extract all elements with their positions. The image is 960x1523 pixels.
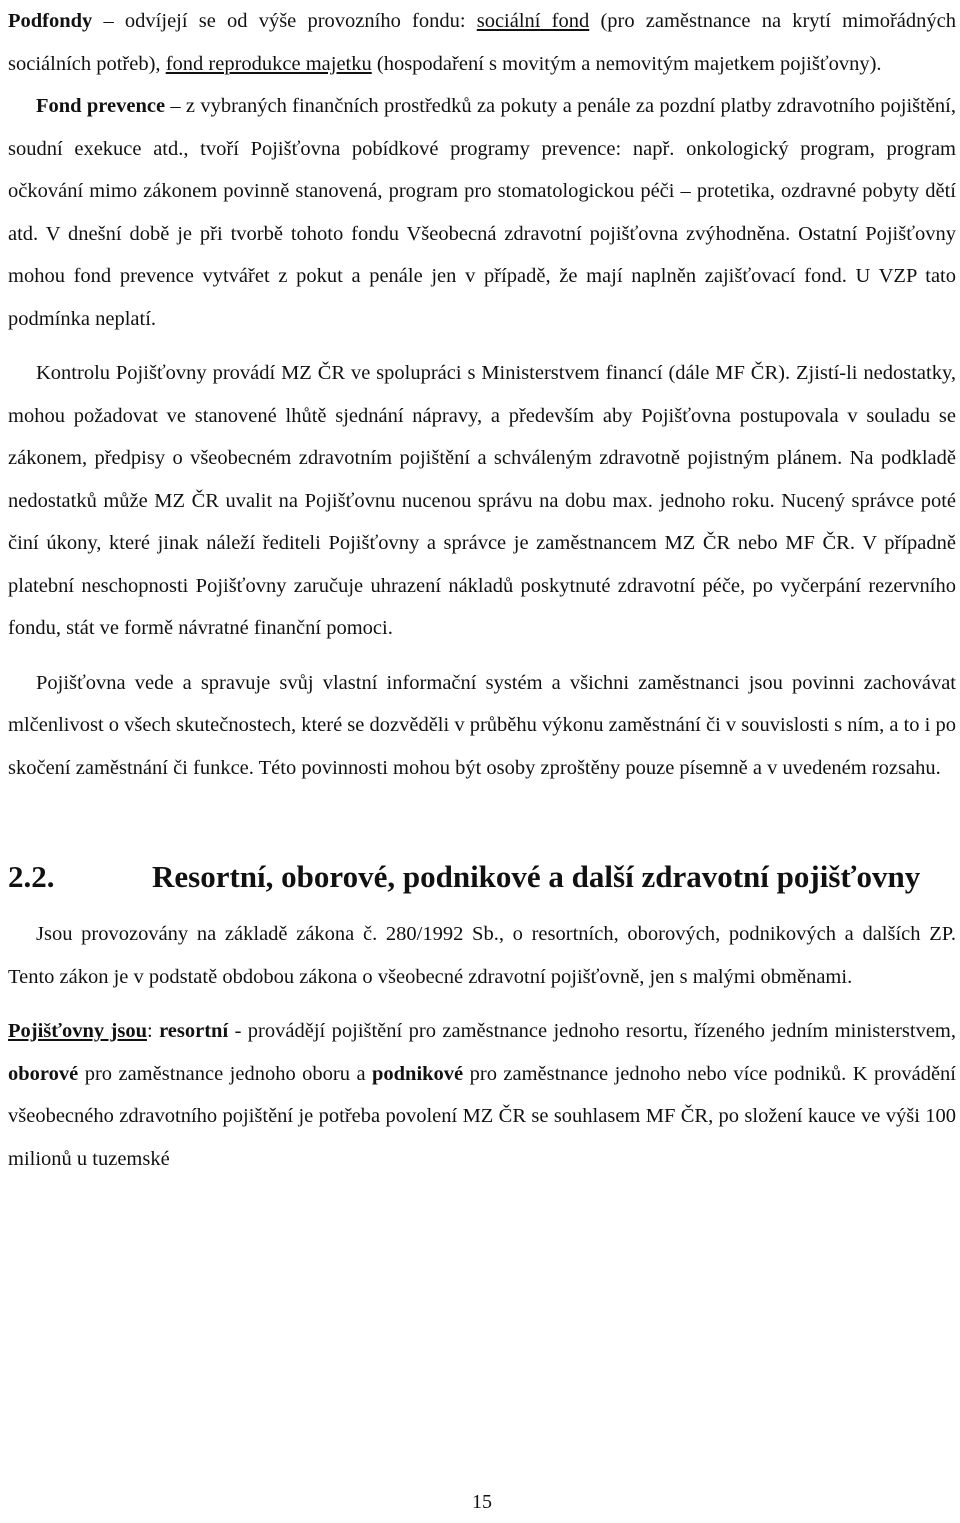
text-run: - provádějí pojištění pro zaměstnance jednoho resortu, řízeného jedním ministerstvem, bbox=[228, 1020, 956, 1042]
term-oborove: oborové bbox=[8, 1062, 79, 1085]
text-run: – odvíjejí se od výše provozního fondu: bbox=[92, 10, 477, 32]
text-run: – z vybraných finančních prostředků za pokuty a penále za pozdní platby zdravotního pojištění, soudní exekuce atd., tvoří Pojišťovna pobídkové programy prevence: např. onkologický program, program očkování mimo zákonem povinně stanovená, program pro stomatologickou péči – protetika, ozdravné pobyty dětí atd. V dnešní době je při tvorbě tohoto fondu Všeobecná zdravotní pojišťovna zvýhodněna. Ostatní Pojišťovny mohou fond prevence vytvářet z pokut a penále jen v případě, že mají naplněn zajišťovací fond. U VZP tato podmínka neplatí. bbox=[8, 95, 956, 330]
paragraph-kontrola: Kontrolu Pojišťovny provádí MZ ČR ve spolupráci s Ministerstvem financí (dále MF ČR). Zjistí-li nedostatky, mohou požadovat ve stanovené lhůtě sjednání nápravy, a především aby Pojišťovna postupovala v souladu se zákonem, předpisy o všeobecném zdravotním pojištění a schváleným zdravotně pojistným plánem. Na podkladě nedostatků může MZ ČR uvalit na Pojišťovnu nucenou správu na dobu max. jednoho roku. Nucený správce poté činí úkony, které jinak náleží řediteli Pojišťovny a správce je zaměstnancem MZ ČR nebo MF ČR. V případně platební neschopnosti Pojišťovny zaručuje uhrazení nákladů poskytnuté zdravotní péče, po vyčerpání rezervního fondu, stát ve formě návratné finanční pomoci. bbox=[8, 362, 956, 639]
text-run: : bbox=[146, 1020, 160, 1042]
text-run: (pro zaměstnance na krytí mimořádných sociálních potřeb), bbox=[8, 10, 956, 75]
section-title: Resortní, oborové, podnikové a další zdravotní pojišťovny bbox=[152, 859, 921, 894]
document-page bbox=[8, 0, 956, 1523]
term-pojistovny-jsou: Pojišťovny jsou bbox=[8, 1020, 147, 1042]
page-number: 15 bbox=[472, 1491, 492, 1513]
section-number: 2.2. bbox=[8, 859, 55, 894]
paragraph-fond-prevence bbox=[8, 85, 956, 340]
section-heading bbox=[8, 849, 956, 905]
paragraph-typy-pojistoven bbox=[8, 1010, 956, 1180]
paragraph-zakon: Jsou provozovány na základě zákona č. 280/1992 Sb., o resortních, oborových, podnikových a dalších ZP. Tento zákon je v podstatě obdobou zákona o všeobecné zdravotní pojišťovně, jen s malými obměnami. bbox=[8, 923, 956, 988]
term-fond-reprodukce: fond reprodukce majetku bbox=[165, 52, 372, 75]
paragraph-informacni-system: Pojišťovna vede a spravuje svůj vlastní informační systém a všichni zaměstnanci jsou povinni zachovávat mlčenlivost o všech skutečnostech, které se dozvěděli v průběhu výkonu zaměstnání či v souvislosti s ním, a to i po skočení zaměstnání či funkce. Této povinnosti mohou být osoby zproštěny pouze písemně a v uvedeném rozsahu. bbox=[8, 671, 956, 779]
term-resortni: resortní bbox=[159, 1020, 229, 1042]
text-run: (hospodaření s movitým a nemovitým majetkem pojišťovny). bbox=[371, 52, 882, 75]
text-run: pro zaměstnance jednoho oboru a bbox=[78, 1062, 372, 1085]
term-fond-prevence: Fond prevence bbox=[36, 95, 166, 117]
text-run: pro zaměstnance jednoho nebo více podniků. K provádění všeobecného zdravotního pojištění je potřeba povolení MZ ČR se souhlasem MF ČR, po složení kauce ve výši 100 milionů u tuzemské bbox=[8, 1062, 956, 1170]
term-podfondy: Podfondy bbox=[8, 10, 93, 32]
term-podnikove: podnikové bbox=[372, 1062, 464, 1085]
paragraph-podfondy bbox=[8, 0, 956, 85]
term-socialni-fond: sociální fond bbox=[476, 10, 590, 32]
